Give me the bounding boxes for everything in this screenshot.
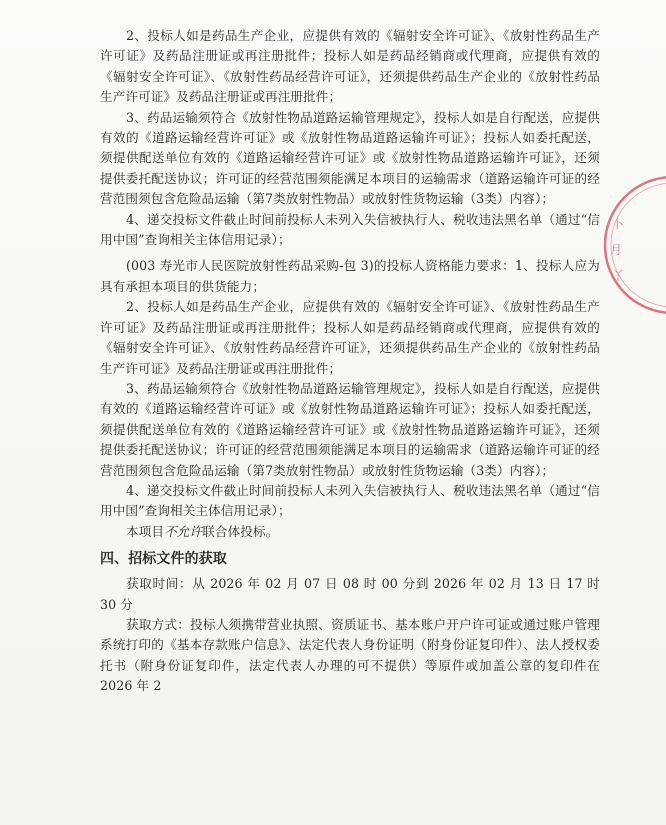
seal-graphic xyxy=(598,170,666,320)
requirement-paragraph: 3、药品运输须符合《放射性物品道路运输管理规定》，投标人如是自行配送，应提供有效的《道路运输经营许可证》或《放射性物品道路运输许可证》；投标人如委托配送，须提供配送单位有效的《道路运输经营许可证》或《放射性物品道路运输许可证》，还须提供委托配送协议；许可证的经营范围须能满足本项目的运输需求（道路运输许可证的经营范围须包含危险品运输（第7类放射性物品）或放射性货物运输（3类）内容）； xyxy=(100,109,600,207)
requirement-paragraph: 3、药品运输须符合《放射性物品道路运输管理规定》，投标人如是自行配送，应提供有效的《道路运输经营许可证》或《放射性物品道路运输许可证》；投标人如委托配送，须提供配送单位有效的《道路运输经营许可证》或《放射性物品道路运输许可证》，还须提供委托配送协议；许可证的经营范围须能满足本项目的运输需求（道路运输许可证的经营范围须包含危险品运输（第7类放射性物品）或放射性货物运输（3类）内容）； xyxy=(100,380,600,478)
requirement-paragraph: 2、投标人如是药品生产企业，应提供有效的《辐射安全许可证》、《放射性药品生产许可证》及药品注册证或再注册批件；投标人如是药品经销商或代理商，应提供有效的《辐射安全许可证》、《放射性药品经营许可证》，还须提供药品生产企业的《放射性药品生产许可证》及药品注册证或再注册批件； xyxy=(100,299,600,376)
document-body xyxy=(100,26,600,697)
section-heading: 四、招标文件的获取 xyxy=(100,551,227,568)
svg-text:月: 月 xyxy=(610,243,623,257)
svg-text:卜: 卜 xyxy=(612,217,625,231)
joint-bid-statement xyxy=(100,522,600,542)
red-seal-stamp xyxy=(598,170,666,320)
joint-bid-emphasis: 不允许 xyxy=(164,523,203,539)
requirement-paragraph: 2、投标人如是药品生产企业，应提供有效的《辐射安全许可证》、《放射性药品生产许可证》及药品注册证或再注册批件；投标人如是药品经销商或代理商，应提供有效的《辐射安全许可证》、《放射性药品经营许可证》，还须提供药品生产企业的《放射性药品生产许可证》及药品注册证或再注册批件； xyxy=(100,28,600,105)
joint-bid-suffix: 联合体投标。 xyxy=(202,523,279,539)
acquisition-time: 获取时间：从 2026 年 02 月 07 日 08 时 00 分到 2026 年 02 月 13 日 17 时 30 分 xyxy=(100,576,600,612)
joint-bid-prefix: 本项目 xyxy=(126,523,165,539)
svg-text:丫: 丫 xyxy=(612,269,625,283)
package-3-requirements: (003 寿光市人民医院放射性药品采购-包 3)的投标人资格能力要求：1、投标人应为具有承担本项目的供货能力； xyxy=(100,258,600,294)
requirement-paragraph: 4、递交投标文件截止时间前投标人未列入失信被执行人、税收违法黑名单（通过“信用中国”查询相关主体信用记录）； xyxy=(100,211,600,248)
acquisition-method: 获取方式：投标人须携带营业执照、资质证书、基本账户开户许可证或通过账户管理系统打印的《基本存款账户信息》、法定代表人身份证明（附身份证复印件）、法人授权委托书（附身份证复印件，法定代表人办理的可不提供）等原件或加盖公章的复印件在 2026 年 2 xyxy=(100,616,600,694)
requirement-paragraph: 4、递交投标文件截止时间前投标人未列入失信被执行人、税收违法黑名单（通过“信用中国”查询相关主体信用记录）； xyxy=(100,482,600,519)
